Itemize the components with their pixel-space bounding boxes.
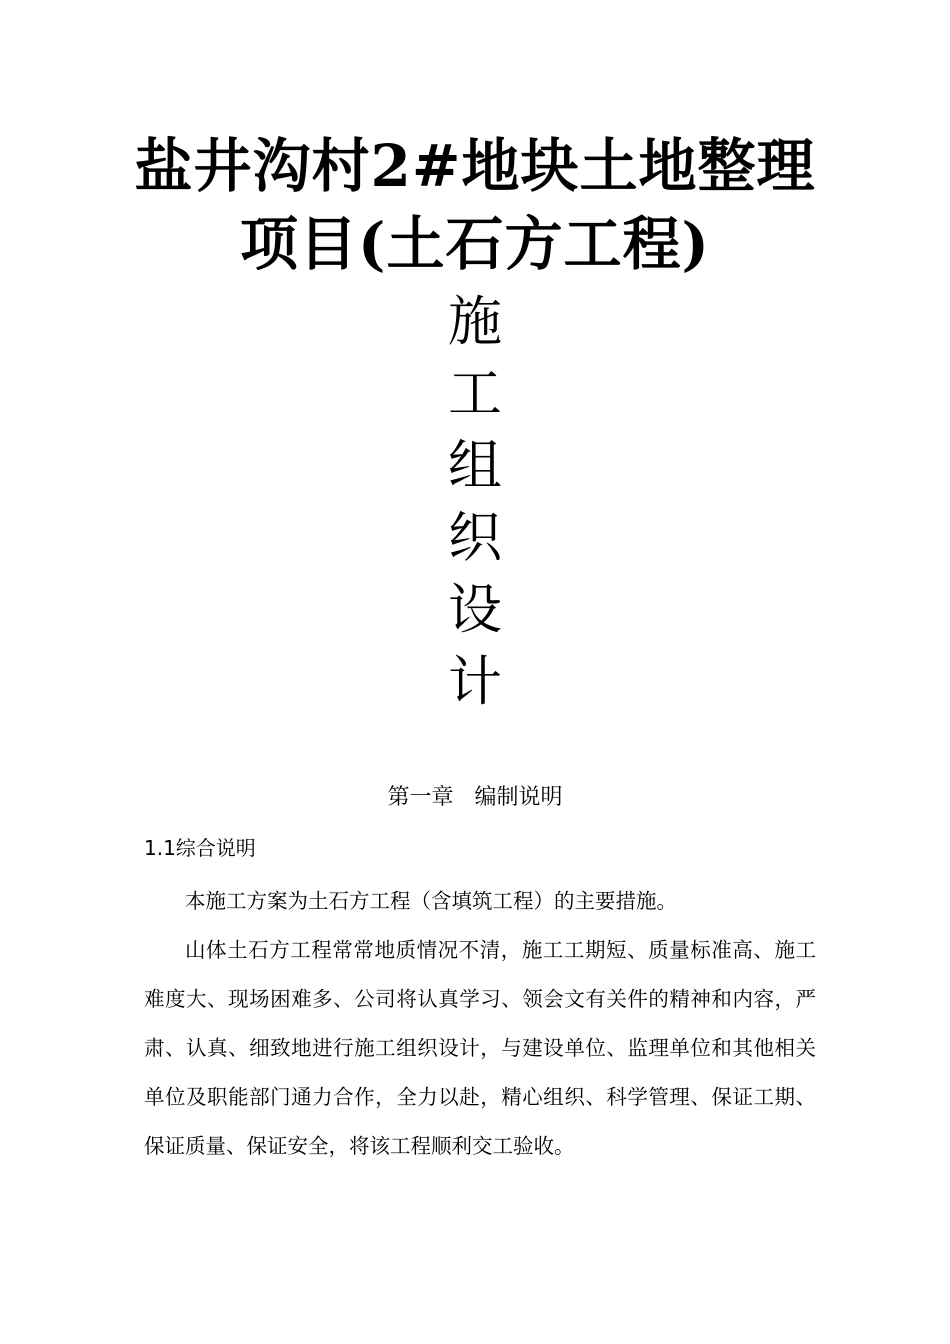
body-text (144, 877, 816, 1171)
vertical-title-char: 工 (448, 362, 502, 425)
vertical-title-char: 织 (448, 506, 502, 569)
vertical-title-char: 施 (448, 290, 502, 353)
paragraph: 山体土石方工程常常地质情况不清，施工工期短、质量标准高、施工难度大、现场困难多、公司将认真学习、领会文有关件的精神和内容，严肃、认真、细致地进行施工组织设计，与建设单位、监理单位和其他相关单位及职能部门通力合作，全力以赴，精心组织、科学管理、保证工期、保证质量、保证安全，将该工程顺利交工验收。 (144, 938, 816, 1158)
document-title-line-1: 盐井沟村2#地块土地整理 (134, 132, 816, 200)
paragraph: 本施工方案为土石方工程（含填筑工程）的主要措施。 (185, 889, 677, 913)
vertical-title (0, 286, 950, 718)
vertical-title-char: 设 (448, 578, 502, 641)
vertical-title-char: 计 (448, 650, 502, 713)
document-title-line-2: 项目(土石方工程) (240, 210, 710, 278)
chapter-heading: 第一章 编制说明 (387, 785, 563, 810)
vertical-title-char: 组 (448, 434, 502, 497)
section-heading: 1.1综合说明 (144, 836, 256, 860)
